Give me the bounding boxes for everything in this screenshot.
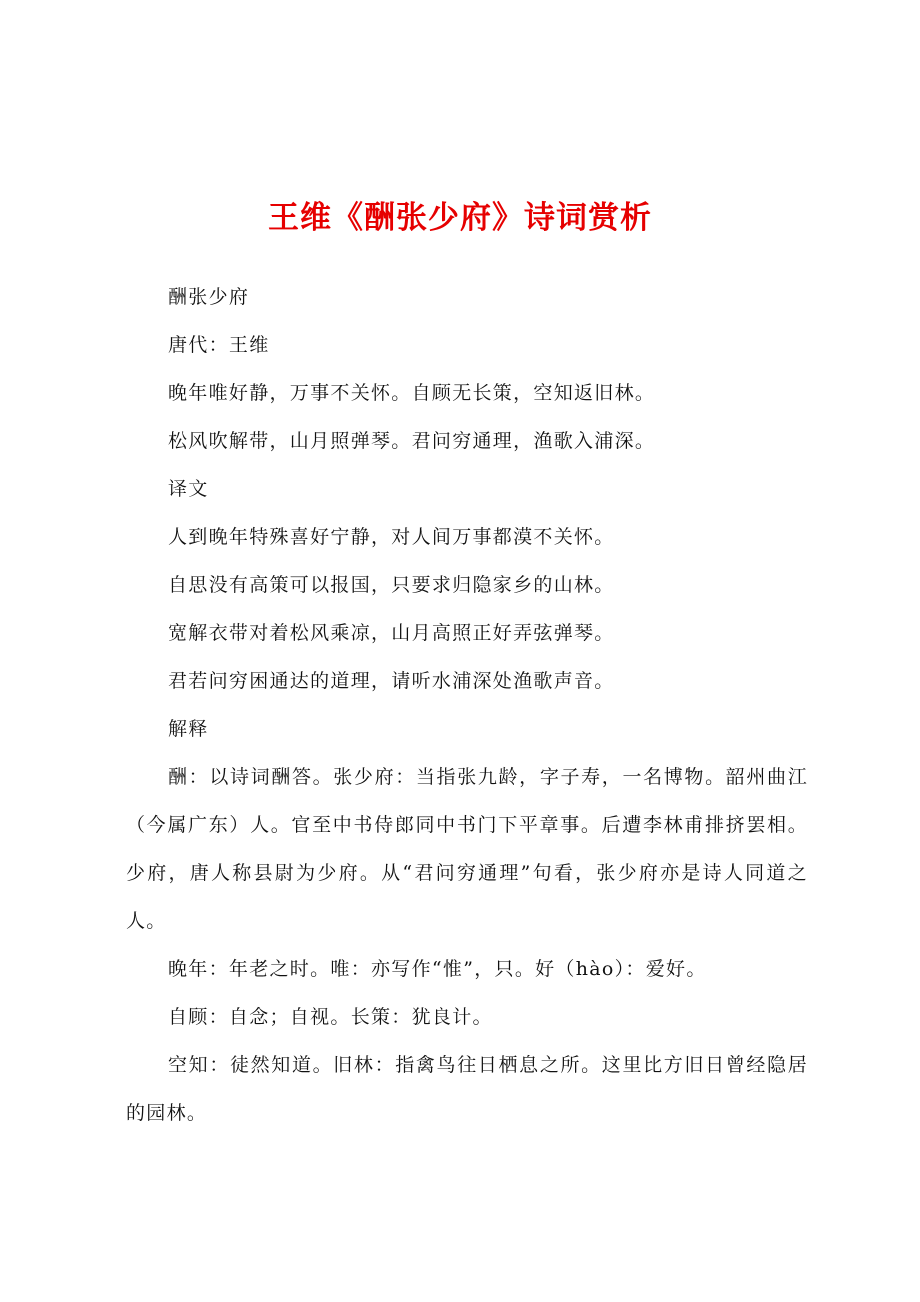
note-paragraph: 自顾：自念；自视。长策：犹良计。 xyxy=(168,1006,493,1028)
poem-name: 酬张少府 xyxy=(168,286,250,308)
document-title: 王维《酬张少府》诗词赏析 xyxy=(268,200,652,236)
notes-heading: 解释 xyxy=(168,718,209,740)
note-paragraph: 酬：以诗词酬答。张少府：当指张九龄，字子寿，一名博物。韶州曲江（今属广东）人。官至中书侍郎同中书门下平章事。后遭李林甫排挤罢相。少府，唐人称县尉为少府。从“君问穷通理”句看，张少府亦是诗人同道之人。 xyxy=(126,766,808,932)
translation-line: 自思没有高策可以报国，只要求归隐家乡的山林。 xyxy=(168,574,615,596)
note-paragraph: 晚年：年老之时。唯：亦写作“惟”，只。好（hào）：爱好。 xyxy=(168,958,707,980)
note-paragraph: 空知：徒然知道。旧林：指禽鸟往日栖息之所。这里比方旧日曾经隐居的园林。 xyxy=(126,1054,808,1124)
translation-line: 君若问穷困通达的道理，请听水浦深处渔歌声音。 xyxy=(168,670,615,692)
poem-line: 松风吹解带，山月照弹琴。君问穷通理，渔歌入浦深。 xyxy=(168,430,656,452)
translation-line: 人到晚年特殊喜好宁静，对人间万事都漠不关怀。 xyxy=(168,526,615,548)
translation-line: 宽解衣带对着松风乘凉，山月高照正好弄弦弹琴。 xyxy=(168,622,615,644)
translation-heading: 译文 xyxy=(168,478,209,500)
poem-line: 晚年唯好静，万事不关怀。自顾无长策，空知返旧林。 xyxy=(168,382,656,404)
poem-author: 唐代：王维 xyxy=(168,334,270,356)
